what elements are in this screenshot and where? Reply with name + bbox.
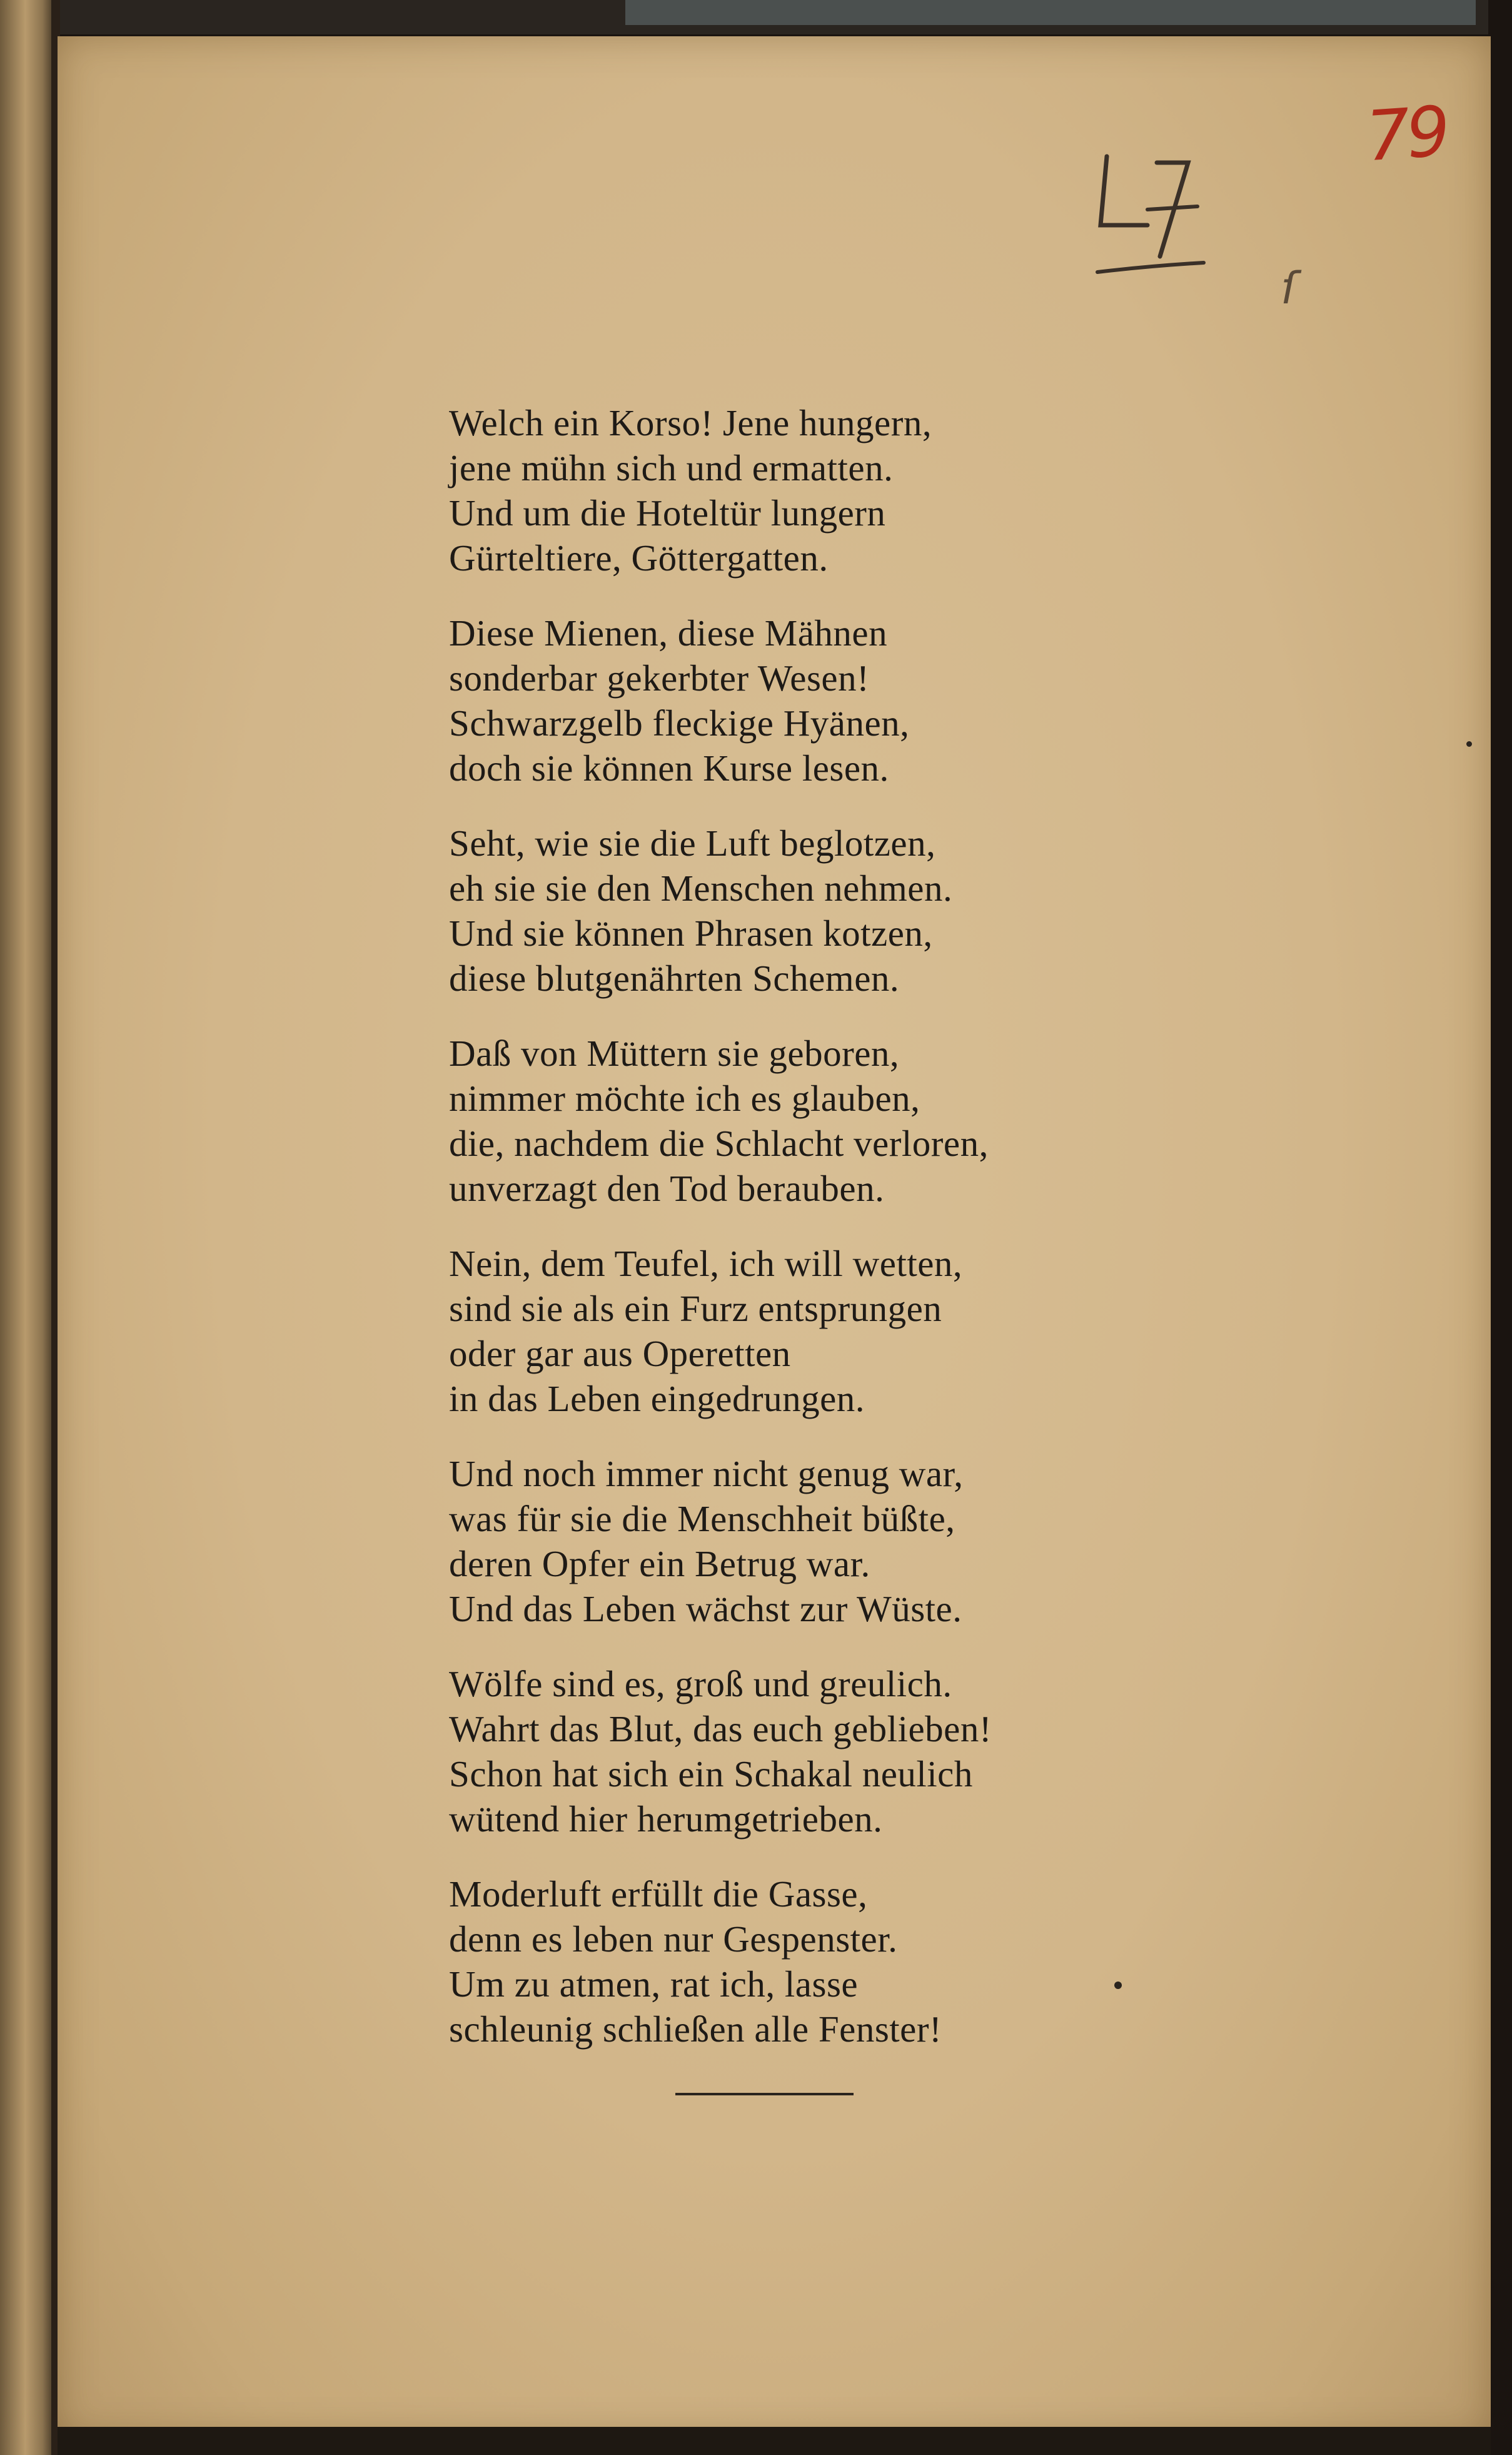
pencil-stroke-four [1101, 156, 1147, 225]
folio-number: 79 [1363, 91, 1449, 177]
stanza-4 [449, 1031, 1137, 1211]
poem-line: sind sie als ein Furz entsprungen [449, 1288, 942, 1329]
stanza-6 [449, 1451, 1137, 1631]
pencil-stroke-bar [1147, 206, 1197, 210]
poem-line: Diese Mienen, diese Mähnen [449, 612, 888, 654]
poem-line: Wölfe sind es, groß und greulich. [449, 1663, 952, 1704]
pencil-underline [1097, 263, 1204, 272]
poem-line: Und das Leben wächst zur Wüste. [449, 1588, 962, 1629]
poem-line: diese blutgenährten Schemen. [449, 958, 900, 999]
pencil-mark-small: ſ [1281, 263, 1296, 314]
poem-line: Und noch immer nicht genug war, [449, 1453, 964, 1494]
poem-line: deren Opfer ein Betrug war. [449, 1543, 870, 1584]
poem-line: unverzagt den Tod berauben. [449, 1168, 885, 1209]
stanza-7 [449, 1661, 1137, 1841]
poem-line: Seht, wie sie die Luft beglotzen, [449, 823, 936, 864]
poem-line: die, nachdem die Schlacht verloren, [449, 1123, 989, 1164]
poem-line: eh sie sie den Menschen nehmen. [449, 868, 953, 909]
stanza-8 [449, 1871, 1137, 2052]
poem-line: Nein, dem Teufel, ich will wetten, [449, 1243, 963, 1284]
poem-line: oder gar aus Operetten [449, 1333, 791, 1374]
poem-line: sonderbar gekerbter Wesen! [449, 657, 870, 699]
poem-line: denn es leben nur Gespenster. [449, 1918, 898, 1960]
ink-speck [1114, 1982, 1122, 1989]
stanza-2 [449, 610, 1137, 791]
closing-rule [675, 2093, 854, 2095]
poem-line: Um zu atmen, rat ich, lasse [449, 1963, 859, 2005]
poem-line: doch sie können Kurse lesen. [449, 747, 889, 789]
poem-line: Schon hat sich ein Schakal neulich [449, 1753, 973, 1794]
scan-background-tint [625, 0, 1476, 25]
poem-line: Wahrt das Blut, das euch geblieben! [449, 1708, 992, 1749]
ink-speck [1466, 741, 1472, 747]
book-spine [0, 0, 56, 2455]
poem-line: Und um die Hoteltür lungern [449, 492, 886, 534]
poem-line: Gürteltiere, Göttergatten. [449, 537, 829, 579]
page-bottom-edge [58, 2427, 1491, 2455]
pencil-annotation [1088, 138, 1213, 288]
poem-line: Daß von Müttern sie geboren, [449, 1033, 900, 1074]
stanza-5 [449, 1241, 1137, 1421]
poem-line: nimmer möchte ich es glauben, [449, 1078, 920, 1119]
stanza-1 [449, 400, 1137, 580]
poem [449, 400, 1137, 2082]
poem-line: Welch ein Korso! Jene hungern, [449, 402, 932, 443]
poem-line: Schwarzgelb fleckige Hyänen, [449, 702, 910, 744]
poem-line: schleunig schließen alle Fenster! [449, 2008, 942, 2050]
poem-line: in das Leben eingedrungen. [449, 1378, 865, 1419]
poem-line: Moderluft erfüllt die Gasse, [449, 1873, 868, 1915]
stanza-3 [449, 821, 1137, 1001]
poem-line: jene mühn sich und ermatten. [449, 447, 894, 488]
poem-line: was für sie die Menschheit büßte, [449, 1498, 955, 1539]
poem-line: Und sie können Phrasen kotzen, [449, 913, 933, 954]
poem-line: wütend hier herumgetrieben. [449, 1798, 883, 1840]
